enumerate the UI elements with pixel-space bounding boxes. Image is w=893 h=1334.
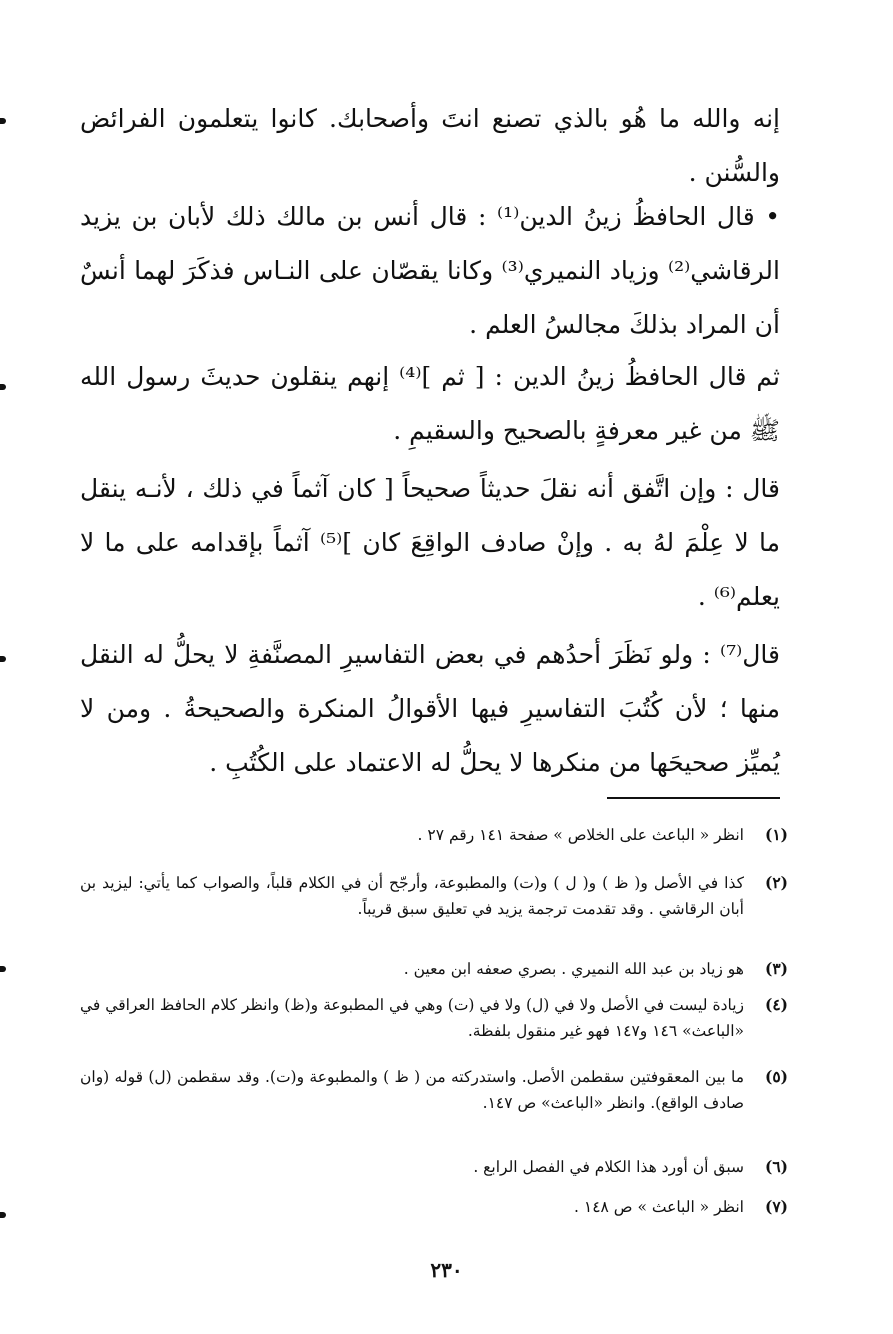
footnote-7	[80, 1194, 788, 1220]
paragraph-text: • قال الحافظُ زينُ الدين⁽¹⁾ : قال أنس بن مالك ذلك لأبان بن يزيد الرقاشي⁽²⁾ وزياد النميري⁽³⁾ وكانا يقصّان على النـاس فذكَرَ لهما أنسٌ أن المراد بذلكَ مجالسُ العلم .	[80, 202, 781, 339]
body-paragraph-2	[80, 190, 780, 352]
footnote-1	[80, 822, 788, 848]
scan-edge-mark	[0, 118, 6, 124]
footnote-text: سبق أن أورد هذا الكلام في الفصل الرابع .	[473, 1158, 744, 1176]
footnote-2	[80, 870, 788, 922]
footnote-text: ما بين المعقوفتين سقطمن الأصل. واستدركته من ( ظ ) والمطبوعة و(ت). وقد سقطمن (ل) قوله (وان صادف الواقع). وانظر «الباعث» ص ١٤٧.	[80, 1068, 744, 1112]
scan-edge-mark	[0, 1212, 6, 1218]
paragraph-text: إنه والله ما هُو بالذي تصنع انتَ وأصحابك. كانوا يتعلمون الفرائض والسُّنن .	[80, 104, 780, 187]
body-paragraph-5	[80, 628, 780, 790]
paragraph-text: قال : وإن اتَّفق أنه نقلَ حديثاً صحيحاً [ كان آثماً في ذلك ، لأنـه ينقل ما لا عِلْمَ لهُ به . وإنْ صادف الواقِعَ كان ]⁽⁵⁾ آثماً بإقدامه على ما لا يعلم⁽⁶⁾ .	[80, 474, 780, 611]
scan-edge-mark	[0, 656, 6, 662]
footnote-text: هو زياد بن عبد الله النميري . بصري صعفه ابن معين .	[403, 960, 744, 978]
footnote-6	[80, 1154, 788, 1180]
footnote-text: انظر « الباعث » ص ١٤٨ .	[574, 1198, 744, 1216]
body-paragraph-1	[80, 92, 780, 200]
body-paragraph-3	[80, 350, 780, 458]
paragraph-text: قال⁽⁷⁾ : ولو نَظَرَ أحدُهم في بعض التفاسيرِ المصنَّفةِ لا يحلُّ له النقل منها ؛ لأن كُتُبَ التفاسيرِ فيها الأقوالُ المنكرة والصحيحةُ . ومن لا يُميِّز صحيحَها من منكرها لا يحلُّ له الاعتماد على الكُتُبِ .	[80, 640, 780, 777]
footnote-5	[80, 1064, 788, 1116]
footnote-number: (١)	[764, 825, 788, 844]
footnote-number: (٤)	[764, 995, 788, 1014]
body-paragraph-4	[80, 462, 780, 624]
footnote-number: (٣)	[764, 959, 788, 978]
page-number: ٢٣٠	[430, 1258, 463, 1282]
footnote-4	[80, 992, 788, 1044]
scan-edge-mark	[0, 966, 6, 972]
footnote-number: (٥)	[764, 1067, 788, 1086]
paragraph-text: ثم قال الحافظُ زينُ الدين : [ ثم ]⁽⁴⁾ إنهم ينقلون حديثَ رسول الله ﷺ من غير معرفةٍ بالصحيح والسقيمِ .	[80, 362, 780, 445]
footnote-number: (٦)	[764, 1157, 788, 1176]
footnote-divider	[607, 797, 780, 799]
scan-edge-mark	[0, 384, 6, 390]
footnote-number: (٧)	[764, 1197, 788, 1216]
footnote-text: انظر « الباعث على الخلاص » صفحة ١٤١ رقم ٢٧ .	[417, 826, 744, 844]
footnote-text: زيادة ليست في الأصل ولا في (ل) ولا في (ت) وهي في المطبوعة و(ظ) وانظر كلام الحافظ العراقي في «الباعث» ١٤٦ و١٤٧ فهو غير منقول بلفظة.	[80, 996, 744, 1040]
footnote-3	[80, 956, 788, 982]
footnote-number: (٢)	[764, 873, 788, 892]
footnote-text: كذا في الأصل و( ظ ) و( ل ) و(ت) والمطبوعة، وأرجّح أن في الكلام قلباً، والصواب كما يأتي: ليزيد بن أبان الرقاشي . وقد تقدمت ترجمة يزيد في تعليق سبق قريباً.	[80, 874, 744, 918]
